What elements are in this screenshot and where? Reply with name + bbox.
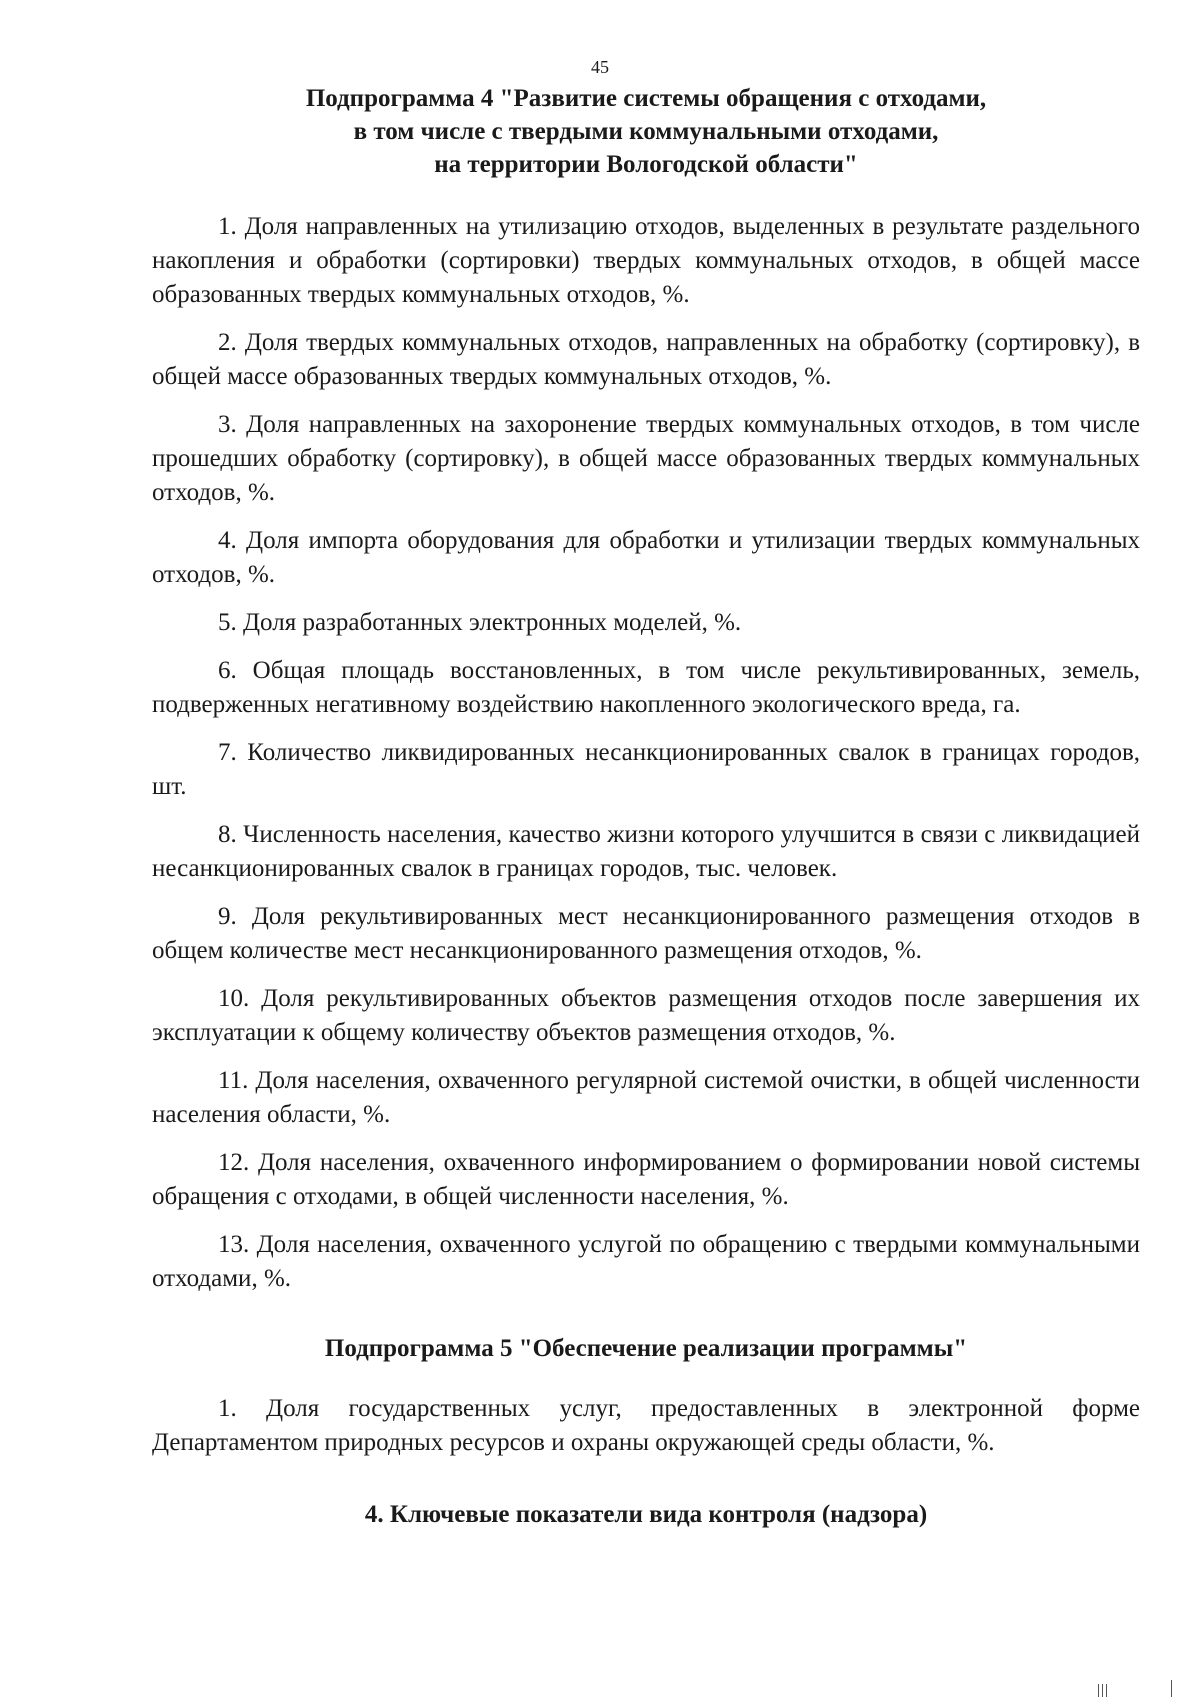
indicator-item: 6. Общая площадь восстановленных, в том числе рекультивированных, земель, подверженных негативному воздействию накопленного экологического вреда, га. (152, 657, 1140, 718)
scan-mark (1106, 1684, 1107, 1697)
indicator-item: 12. Доля населения, охваченного информированием о формировании новой системы обращения с отходами, в общей численности населения, %. (152, 1149, 1140, 1210)
indicator-item: 4. Доля импорта оборудования для обработки и утилизации твердых коммунальных отходов, %. (152, 527, 1140, 588)
subprogram-4-title-line: в том числе с твердыми коммунальными отходами, (353, 118, 939, 145)
subprogram-4-indicator-list (152, 210, 1140, 1296)
subprogram-5-title: Подпрограмма 5 "Обеспечение реализации программы" (324, 1335, 968, 1362)
document-body (152, 82, 1140, 1531)
subprogram-4-title (152, 82, 1140, 181)
scan-mark (1098, 1684, 1099, 1697)
indicator-item: 11. Доля населения, охваченного регулярной системой очистки, в общей численности населения области, %. (152, 1067, 1140, 1128)
scan-mark (1102, 1684, 1103, 1697)
indicator-item: 10. Доля рекультивированных объектов размещения отходов после завершения их эксплуатации к общему количеству объектов размещения отходов, %. (152, 985, 1140, 1046)
section-4-title: 4. Ключевые показатели вида контроля (надзора) (364, 1501, 928, 1528)
page-number: 45 (591, 57, 609, 77)
indicator-item: 7. Количество ликвидированных несанкционированных свалок в границах городов, шт. (152, 739, 1140, 800)
subprogram-4-title-line: на территории Вологодской области" (434, 151, 858, 178)
indicator-item: 1. Доля государственных услуг, предоставленных в электронной форме Департаментом природных ресурсов и охраны окружающей среды области, %. (152, 1395, 1140, 1456)
indicator-item: 1. Доля направленных на утилизацию отходов, выделенных в результате раздельного накопления и обработки (сортировки) твердых коммунальных отходов, в общей массе образованных твердых коммунальных отходов, %. (152, 213, 1140, 308)
indicator-item: 2. Доля твердых коммунальных отходов, направленных на обработку (сортировку), в общей массе образованных твердых коммунальных отходов, %. (152, 329, 1140, 390)
indicator-item: 9. Доля рекультивированных мест несанкционированного размещения отходов в общем количестве мест несанкционированного размещения отходов, %. (152, 903, 1140, 964)
indicator-item: 13. Доля населения, охваченного услугой по обращению с твердыми коммунальными отходами, %. (152, 1231, 1140, 1292)
indicator-item: 3. Доля направленных на захоронение твердых коммунальных отходов, в том числе прошедших обработку (сортировку), в общей массе образованных твердых коммунальных отходов, %. (152, 411, 1140, 506)
indicator-item: 5. Доля разработанных электронных моделей, %. (218, 609, 742, 636)
scan-mark (1171, 1680, 1172, 1697)
subprogram-5-indicator-list (152, 1392, 1140, 1460)
subprogram-4-title-line: Подпрограмма 4 "Развитие системы обращения с отходами, (305, 85, 987, 112)
indicator-item: 8. Численность населения, качество жизни которого улучшится в связи с ликвидацией несанкционированных свалок в границах городов, тыс. человек. (152, 821, 1140, 882)
